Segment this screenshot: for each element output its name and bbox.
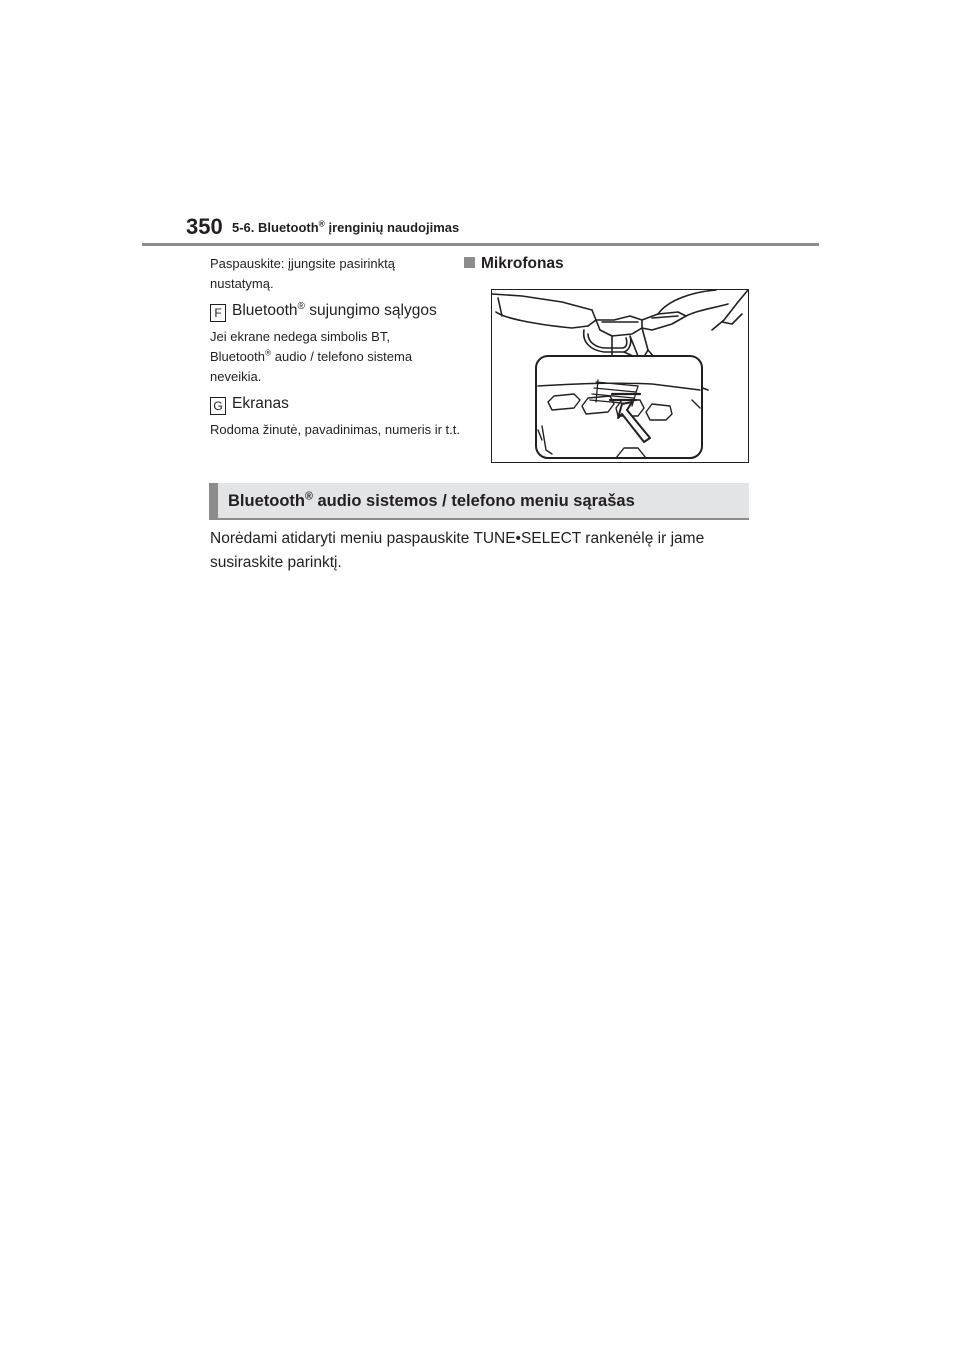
item-f-title [210, 301, 437, 322]
microphone-heading-text: Mikrofonas [481, 255, 564, 272]
registered-mark: ® [297, 300, 305, 312]
section-heading-text-end: audio sistemos / telefono meniu sąrašas [312, 492, 635, 510]
page-number: 350 [186, 214, 223, 239]
item-f-desc-text-end: audio / telefono sistema neveikia. [210, 349, 413, 384]
square-bullet-icon [464, 257, 475, 268]
item-f-desc-text: Bluetooth [210, 349, 265, 364]
item-g-title [210, 394, 289, 415]
item-g-title-text: Ekranas [232, 395, 289, 412]
item-f-title-text-end: sujungimo sąlygos [304, 302, 437, 319]
microphone-location-drawing [492, 290, 748, 462]
section-heading-text: Bluetooth [228, 492, 305, 510]
item-g-description: Rodoma žinutė, pavadinimas, numeris ir t.t. [210, 422, 460, 437]
intro-text: Paspauskite: įjungsite pasirinktą nustatymą. [210, 256, 395, 291]
item-f-letter-box: F [210, 304, 226, 322]
microphone-illustration [491, 289, 749, 463]
item-g-letter-box: G [210, 397, 226, 415]
running-head-text-end: įrenginių naudojimas [324, 220, 460, 235]
item-f-description [210, 327, 450, 387]
header-rule [142, 243, 819, 246]
running-head-text: 5-6. Bluetooth [232, 220, 319, 235]
microphone-heading [464, 255, 564, 273]
item-f-desc-line1: Jei ekrane nedega simbolis BT, [210, 329, 390, 344]
registered-mark: ® [264, 347, 272, 358]
running-head [232, 220, 459, 235]
registered-mark: ® [318, 218, 325, 229]
item-f-title-text: Bluetooth [232, 302, 298, 319]
menu-instruction-paragraph: Norėdami atidaryti meniu paspauskite TUNE•SELECT rankenėlę ir jame susiraskite parinktį. [210, 530, 705, 571]
section-heading [209, 483, 749, 520]
registered-mark: ® [304, 490, 313, 503]
